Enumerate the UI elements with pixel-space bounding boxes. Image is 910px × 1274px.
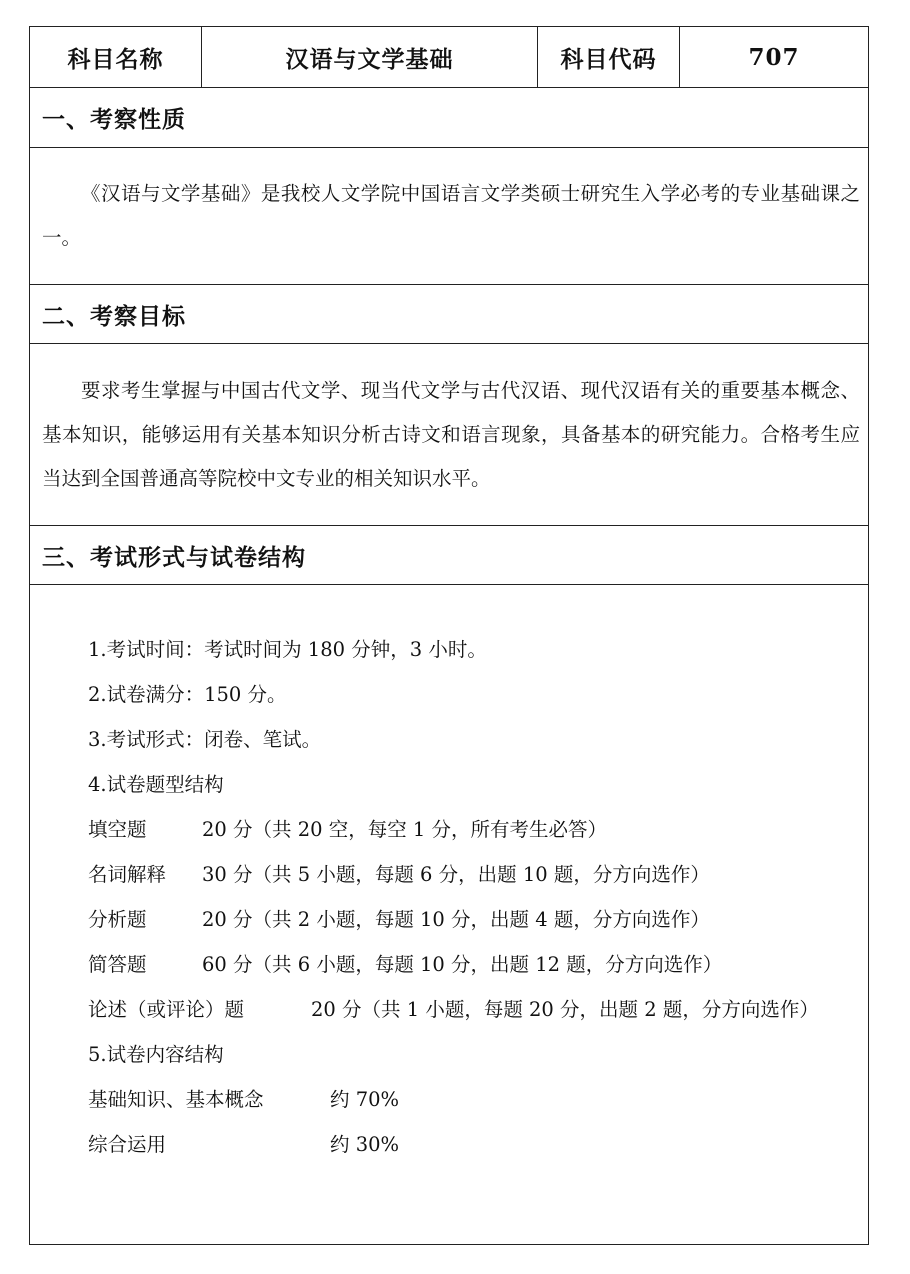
question-type-detail: 20 分（共 2 小题，每题 10 分，出题 4 题，分方向选作） <box>202 908 710 931</box>
question-type-row <box>88 852 868 897</box>
structure-heading: 4.试卷题型结构 <box>88 773 224 796</box>
question-type-row <box>88 942 868 987</box>
section-paragraph-goals: 要求考生掌握与中国古代文学、现当代文学与古代汉语、现代汉语有关的重要基本概念、基本知识，能够运用有关基本知识分析古诗文和语言现象，具备基本的研究能力。合格考生应当达到全国普通高等院校中文专业的相关知识水平。 <box>42 379 860 490</box>
question-type-row <box>88 987 868 1032</box>
question-type-name: 名词解释 <box>88 863 167 886</box>
exam-format-list <box>88 627 868 1167</box>
subject-code-value: 707 <box>679 27 868 87</box>
question-type-detail: 20 分（共 1 小题，每题 20 分，出题 2 题，分方向选作） <box>311 998 819 1021</box>
question-type-name: 分析题 <box>88 908 147 931</box>
exam-time-line: 1.考试时间：考试时间为 180 分钟，3 小时。 <box>88 638 487 661</box>
section-title-nature: 一、考察性质 <box>30 88 868 148</box>
full-score-line: 2.试卷满分：150 分。 <box>88 683 287 706</box>
content-part-ratio: 约 30% <box>330 1133 400 1156</box>
question-type-row <box>88 807 868 852</box>
section-title-format: 三、考试形式与试卷结构 <box>30 525 868 585</box>
question-type-name: 简答题 <box>88 953 147 976</box>
content-heading: 5.试卷内容结构 <box>88 1043 224 1066</box>
exam-syllabus-table <box>29 26 869 1245</box>
section-title-goals: 二、考察目标 <box>30 284 868 344</box>
content-part-name: 综合运用 <box>88 1133 167 1156</box>
subject-name-value: 汉语与文学基础 <box>201 27 537 87</box>
question-type-detail: 30 分（共 5 小题，每题 6 分，出题 10 题，分方向选作） <box>202 863 710 886</box>
section-paragraph-nature: 《汉语与文学基础》是我校人文学院中国语言文学类硕士研究生入学必考的专业基础课之一。 <box>42 182 860 249</box>
question-type-detail: 60 分（共 6 小题，每题 10 分，出题 12 题，分方向选作） <box>202 953 723 976</box>
content-structure-row <box>88 1077 868 1122</box>
subject-code-label: 科目代码 <box>537 27 679 87</box>
question-type-detail: 20 分（共 20 空，每空 1 分，所有考生必答） <box>202 818 608 841</box>
content-part-name: 基础知识、基本概念 <box>88 1088 264 1111</box>
header-row <box>30 27 868 88</box>
exam-form-line: 3.考试形式：闭卷、笔试。 <box>88 728 322 751</box>
content-structure-row <box>88 1122 868 1167</box>
question-type-name: 论述（或评论）题 <box>88 998 245 1021</box>
question-type-name: 填空题 <box>88 818 147 841</box>
content-part-ratio: 约 70% <box>330 1088 400 1111</box>
subject-name-label: 科目名称 <box>67 46 164 73</box>
question-type-row <box>88 897 868 942</box>
